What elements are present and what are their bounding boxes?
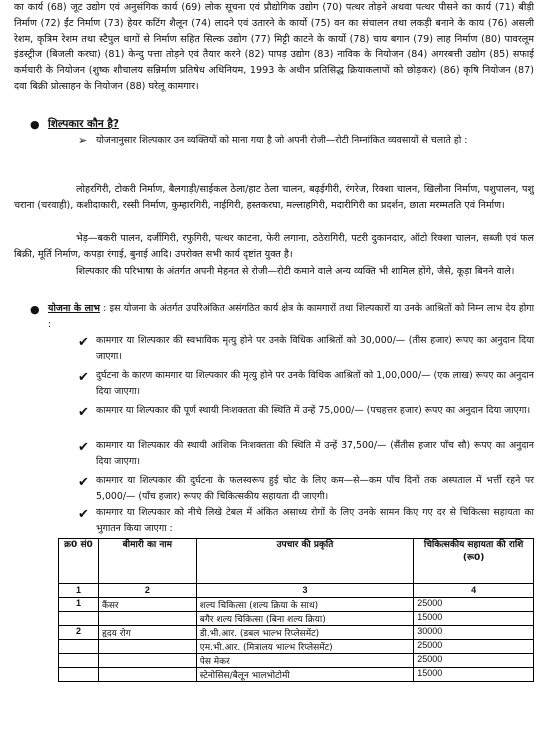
cell-serial-no xyxy=(59,654,99,668)
cell-serial-no: 1 xyxy=(59,598,99,612)
occupations-list: लोहरगिरी, टोकरी निर्माण, बैलगाड़ी/साईकल ठेला/हाट ठेला चालन, बढ़ईगीरी, रंगरेज, रिक्शा चालन, खिलौना निर्माण, पशुपालन, पशु चराना (चरवाही), कशीदाकारी, रस्सी निर्माण, कुम्हारगिरी, नाईगिरी, हस्तकरघा, मल्लाहगिरी, मदारीगिरी का प्रदर्शन, छाता मरम्मतति एवं निर्माण। xyxy=(14,184,534,211)
column-number: 2 xyxy=(98,584,196,598)
checkmark-icon: ✔ xyxy=(78,370,89,385)
header-disease-name: बीमारी का नाम xyxy=(98,539,196,584)
cell-amount: 15000 xyxy=(414,668,534,682)
cell-serial-no: 2 xyxy=(59,626,99,640)
cell-amount: 30000 xyxy=(414,626,534,640)
cell-disease: हृदय रोग xyxy=(98,626,196,640)
craftsman-definition-intro: योजनानुसार शिल्पकार उन व्यक्तियों को माना गया है जो अपनी रोजी—रोटी निम्नांकित व्यवसायों से चलाते हो : xyxy=(96,135,468,146)
cell-treatment: शल्य चिकित्सा (शल्य क्रिया के साथ) xyxy=(196,598,413,612)
scheme-benefits-intro xyxy=(48,301,534,333)
bullet-icon: ● xyxy=(30,118,40,131)
table-row xyxy=(59,598,534,612)
table-row xyxy=(59,626,534,640)
cell-amount: 15000 xyxy=(414,612,534,626)
cell-disease xyxy=(98,654,196,668)
craftsman-definition-extended: शिल्पकार की परिभाषा के अंतर्गत अपनी मेहनत से रोजी—रोटी कमाने वाले अन्य व्यक्ति भी शामिल होंगे, जैसे, कूड़ा बिनने वाले। xyxy=(76,266,515,277)
medical-assistance-table xyxy=(58,538,534,682)
arrow-icon: ➢ xyxy=(78,134,88,147)
bullet-icon: ● xyxy=(30,303,40,316)
header-assistance-amount: चिकित्सकीय सहायता की राशि (रू0) xyxy=(414,539,534,584)
section-heading-scheme-benefits: योजना के लाभ xyxy=(48,303,100,314)
table-row xyxy=(59,654,534,668)
table-row xyxy=(59,668,534,682)
benefit-item-natural-death: कामगार या शिल्पकार की स्वभाविक मृत्यु होने पर उनके विधिक आश्रितों को 30,000/— (तीस हजार) रूपए का अनुदान दिया जाएगा। xyxy=(96,335,534,362)
cell-treatment: एम.भी.आर. (मित्रालय भाल्भ रिप्लेसमेंट) xyxy=(196,640,413,654)
column-number: 3 xyxy=(196,584,413,598)
benefit-item-hospitalisation: कामगार या शिल्पकार की दुर्घटना के फलस्वरूप हुई चोट के लिए कम—से—कम पाँच दिनों तक अस्पताल में भर्त्ती रहने पर 5,000/— (पाँच हजार) रूपए की चिकित्सकीय सहायता दी जाएगी। xyxy=(96,475,534,502)
cell-serial-no xyxy=(59,612,99,626)
cell-treatment: स्टेनोसिस/बैलून भालभोटोमी xyxy=(196,668,413,682)
cell-amount: 25000 xyxy=(414,640,534,654)
cell-treatment: बगैर शल्य चिकित्सा (बिना शल्य क्रिया) xyxy=(196,612,413,626)
scheme-benefits-text: : इस योजना के अंतर्गत उपरिअंकित असंगठित कार्य क्षेत्र के कामगारों तथा शिल्पकारों या उनके आश्रितों को निम्न लाभ देय होगा : xyxy=(48,303,535,330)
cell-treatment: डी.भी.आर. (डबल भाल्भ रिप्लेसमेंट) xyxy=(196,626,413,640)
column-number: 1 xyxy=(59,584,99,598)
table-header-row xyxy=(59,539,534,584)
cell-serial-no xyxy=(59,668,99,682)
table-row xyxy=(59,612,534,626)
checkmark-icon: ✔ xyxy=(78,405,89,420)
checkmark-icon: ✔ xyxy=(78,335,89,350)
cell-treatment: पेस मेकर xyxy=(196,654,413,668)
cell-disease xyxy=(98,668,196,682)
header-serial-no: क्र0 सं0 xyxy=(59,539,99,584)
column-number: 4 xyxy=(414,584,534,598)
table-row xyxy=(59,640,534,654)
cell-disease xyxy=(98,640,196,654)
table-column-number-row xyxy=(59,584,534,598)
checkmark-icon: ✔ xyxy=(78,440,89,455)
cell-disease xyxy=(98,612,196,626)
cell-serial-no xyxy=(59,640,99,654)
intro-paragraph: का कार्य (68) जूट उद्योग एवं अनुसंगिक कार्य (69) लोक सूचना एवं प्रौद्योगिक उद्योग (70) पत्थर तोड़ने अथवा पत्थर पीसने का कार्य (71) बीड़ी निर्माण (72) ईंट निर्माण (73) हेयर कटिंग शैलून (74) लादने एवं उतारने के कार्यो (75) वन का संचालन तथा लकड़ी बनाने के काय (76) असली रेशम, कृत्रिम रेशम तथा स्टैपुल धागों से निर्माण सहित सिल्क उद्योग (77) मिट्टी काटने के कार्यो (78) चाय बगान (79) लाह निर्माण (80) पावरलूम इंडस्ट्रीज (बिजली करघा) (81) केन्दु पत्ता तोड़ने एवं तैयार करने (82) पापड़ उद्योग (83) नाविक के नियोजन (84) अगरबत्ती उद्योग (85) सफाई कर्मचारी के नियोजन (शुष्क शौचालय सन्निर्माण प्रतिषेध अधिनियम, 1993 के अधीन प्रतिसिद्ध क्रियाकलापों को छोड़कर) (86) कृषि नियोजन (87) दवा बिक्री प्रोत्साहन के नियोजन (88) घरेलू कामगार। xyxy=(14,2,534,92)
occupations-list-2: भेड़—बकरी पालन, दर्जीगिरी, रफुगिरी, पत्थर काटना, फेरी लगाना, ठठेरागिरी, पटरी दुकानदार, ऑटो रिक्शा चालन, सब्जी एवं फल बिक्री, मूर्ति निर्माण, कपड़ा रंगाई, बुनाई आदि। उपरोक्त सभी कार्य दृष्टांत युक्त है। xyxy=(14,233,534,260)
benefit-item-serious-illness: कामगार या शिल्पकार को नीचे लिखे टेबल में अंकित असाध्य रोगों के लिए उनके सामन किए गए दर से चिकित्सा सहायता का भुगातन किया जाएगा : xyxy=(96,507,534,534)
section-heading-who-is-craftsman: शिल्पकार कौन है? xyxy=(48,118,119,130)
checkmark-icon: ✔ xyxy=(78,475,89,490)
benefit-item-partial-disability: कामगार या शिल्पकार की स्थायी आंशिक निःशक्तता की स्थिति में उन्हें 37,500/— (सैंतीस हजार पाँच सौ) रूपए का अनुदान दिया जाएगा। xyxy=(96,440,534,467)
cell-amount: 25000 xyxy=(414,654,534,668)
benefit-item-permanent-disability: कामगार या शिल्पकार की पूर्ण स्थायी निःशक्तता की स्थिति में उन्हें 75,000/— (पचहत्तर हजार) रूपए का अनुदान दिया जाएगा। xyxy=(96,405,531,416)
cell-amount: 25000 xyxy=(414,598,534,612)
cell-disease: कैंसर xyxy=(98,598,196,612)
header-treatment-nature: उपचार की प्रकृति xyxy=(196,539,413,584)
benefit-item-accidental-death: दुर्घटना के कारण कामगार या शिल्पकार की मृत्यु होने पर उनके विधिक आश्रितों को 1,00,000/— (एक लाख) रूपए का अनुदान दिया जाएगा। xyxy=(96,370,534,397)
checkmark-icon: ✔ xyxy=(78,507,89,522)
